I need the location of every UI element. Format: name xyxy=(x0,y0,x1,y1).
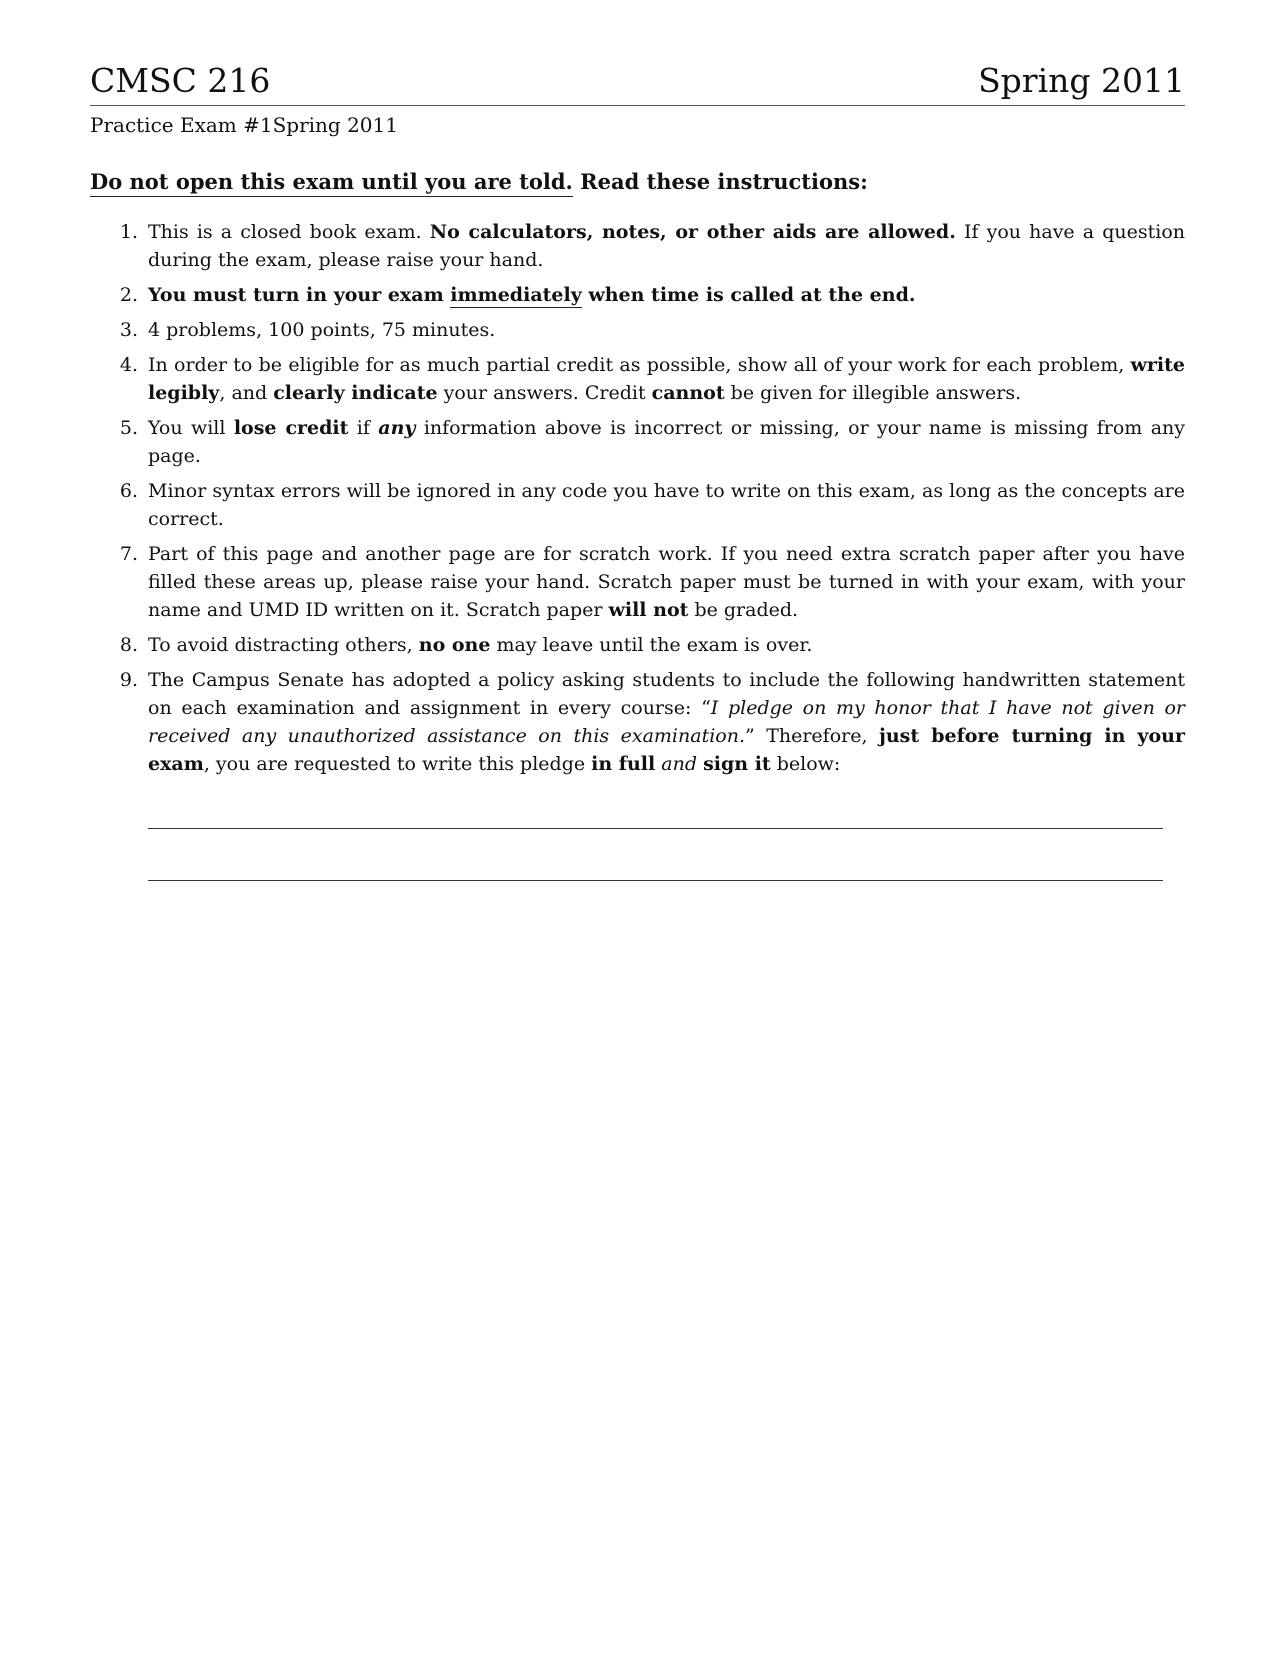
instruction-text: if xyxy=(348,417,379,439)
instruction-text: your answers. Credit xyxy=(437,382,652,404)
instruction-text: You will xyxy=(148,417,234,439)
instruction-bold: when time is called at the end. xyxy=(581,284,916,306)
instruction-item-8 xyxy=(90,631,1185,659)
instruction-item-9 xyxy=(90,666,1185,778)
instruction-number: 1. xyxy=(119,221,138,243)
instruction-bold: clearly indicate xyxy=(273,382,438,404)
instruction-bold: in full xyxy=(591,753,656,775)
instruction-number: 6. xyxy=(119,480,138,502)
pledge-line-1[interactable] xyxy=(148,828,1163,829)
instruction-bold-italic: any xyxy=(378,417,416,439)
instruction-text: Part of this page and another page are for scratch work. If you need extra scratch paper after you have filled these areas up, please raise your hand. Scratch paper must be turned in with your exam, with your name and UMD ID written on it. Scratch paper xyxy=(148,543,1185,621)
instruction-bold: just before turning in your exam xyxy=(148,725,1185,775)
instruction-bold: write legibly xyxy=(148,354,1185,404)
instruction-text: The Campus Senate has adopted a policy asking students to include the following handwritten statement on each examination and assignment in every course: “ xyxy=(148,669,1185,719)
course-title: CMSC 216 xyxy=(90,61,271,100)
instruction-item-7 xyxy=(90,540,1185,624)
instruction-text: , and xyxy=(219,382,274,404)
instruction-text: This is a closed book exam. xyxy=(148,221,430,243)
instruction-bold: no one xyxy=(418,634,491,656)
instruction-text: , you are requested to write this pledge xyxy=(203,753,592,775)
instruction-number: 2. xyxy=(119,284,138,306)
instructions-heading-warning: Do not open this exam until you are told. xyxy=(90,169,573,197)
instruction-item-3 xyxy=(90,316,1185,344)
honor-pledge-text: I pledge on my honor that I have not given or received any unauthorized assistance on this examination. xyxy=(148,697,1185,747)
term-title: Spring 2011 xyxy=(978,61,1185,100)
instruction-item-6 xyxy=(90,477,1185,533)
instruction-bold: You must turn in your exam xyxy=(148,284,451,306)
instructions-heading-rest: Read these instructions: xyxy=(572,169,868,194)
instruction-bold-underlined: immediately xyxy=(450,284,582,306)
instruction-number: 8. xyxy=(119,634,138,656)
instruction-text: If you have a question during the exam, please raise your hand. xyxy=(148,221,1186,271)
instruction-bold: No calculators, notes, or other aids are allowed. xyxy=(429,221,956,243)
instruction-item-2 xyxy=(90,281,1185,309)
instruction-italic: and xyxy=(661,753,698,775)
instruction-number: 9. xyxy=(119,669,138,691)
instruction-item-5 xyxy=(90,414,1185,470)
instruction-text: be given for illegible answers. xyxy=(724,382,1022,404)
instruction-number: 7. xyxy=(119,543,138,565)
pledge-line-2[interactable] xyxy=(148,880,1163,881)
page-header xyxy=(90,55,1185,106)
instruction-text: information above is incorrect or missing, or your name is missing from any page. xyxy=(148,417,1185,467)
instruction-text: be graded. xyxy=(688,599,799,621)
instruction-bold: sign it xyxy=(703,753,771,775)
instruction-number: 4. xyxy=(119,354,138,376)
instruction-text: Minor syntax errors will be ignored in any code you have to write on this exam, as long as the concepts are correct. xyxy=(148,480,1185,530)
instruction-item-4 xyxy=(90,351,1185,407)
instructions-list xyxy=(90,218,1185,785)
instruction-bold: will not xyxy=(608,599,689,621)
instruction-text: 4 problems, 100 points, 75 minutes. xyxy=(148,319,496,341)
instruction-text: To avoid distracting others, xyxy=(148,634,419,656)
instruction-text: In order to be eligible for as much partial credit as possible, show all of your work for each problem, xyxy=(148,354,1131,376)
instruction-number: 3. xyxy=(119,319,138,341)
instructions-heading xyxy=(90,168,868,196)
instruction-bold: cannot xyxy=(651,382,725,404)
instruction-item-1 xyxy=(90,218,1185,274)
exam-subtitle: Practice Exam #1Spring 2011 xyxy=(90,113,398,137)
instruction-number: 5. xyxy=(119,417,138,439)
instruction-text: below: xyxy=(770,753,841,775)
instruction-text: may leave until the exam is over. xyxy=(490,634,813,656)
instruction-bold: lose credit xyxy=(233,417,349,439)
instruction-text: ” Therefore, xyxy=(745,725,879,747)
